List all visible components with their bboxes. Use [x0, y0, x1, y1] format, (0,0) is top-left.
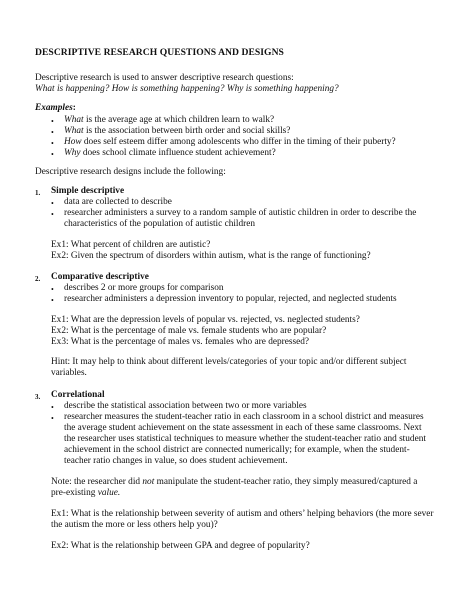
- section-bullet: data are collected to describe: [64, 197, 172, 207]
- section-bullet-continuation: the average student achievement on the state assessment in each of these same classrooms. Next: [64, 423, 422, 433]
- designs-intro: Descriptive research designs include the following:: [35, 167, 226, 177]
- bullet-icon: •: [51, 296, 54, 305]
- section-heading: Comparative descriptive: [51, 272, 149, 282]
- example-question: Ex1: What is the relationship between severity of autism and others’ helping behaviors (the more sever: [51, 509, 434, 519]
- section-bullet: researcher administers a survey to a random sample of autistic children in order to describe the: [64, 208, 417, 218]
- intro-line: Descriptive research is used to answer descriptive research questions:: [35, 73, 294, 83]
- section-heading: Correlational: [51, 390, 105, 400]
- note-text-continuation: pre-existing value.: [51, 488, 121, 498]
- example-question-continuation: the autism the more or less others help you)?: [51, 520, 218, 530]
- bullet-icon: •: [51, 117, 54, 126]
- document-title: DESCRIPTIVE RESEARCH QUESTIONS AND DESIGNS: [35, 47, 284, 58]
- section-bullet: describes 2 or more groups for comparison: [64, 283, 224, 293]
- intro-questions: What is happening? How is something happening? Why is something happening?: [35, 84, 339, 94]
- example-question: Ex2: Given the spectrum of disorders within autism, what is the range of functioning?: [51, 251, 371, 261]
- example-item: What is the association between birth order and social skills?: [64, 126, 291, 136]
- section-bullet: researcher administers a depression inventory to popular, rejected, and neglected students: [64, 294, 397, 304]
- section-number: 3.: [35, 393, 41, 401]
- example-item: Why does school climate influence student achievement?: [64, 148, 276, 158]
- bullet-icon: •: [51, 128, 54, 137]
- bullet-icon: •: [51, 403, 54, 412]
- example-item: What is the average age at which children learn to walk?: [64, 115, 275, 125]
- note-text: Note: the researcher did not manipulate the student-teacher ratio, they simply measured/captured a: [51, 477, 418, 487]
- section-number: 2.: [35, 275, 41, 283]
- example-question: Ex1: What percent of children are autistic?: [51, 240, 211, 250]
- hint-text: Hint: It may help to think about different levels/categories of your topic and/or different subject: [51, 357, 407, 367]
- example-question: Ex2: What is the percentage of male vs. female students who are popular?: [51, 326, 327, 336]
- bullet-icon: •: [51, 414, 54, 423]
- example-item: How does self esteem differ among adolescents who differ in the timing of their puberty?: [64, 137, 396, 147]
- section-bullet-continuation: the researcher uses statistical techniques to measure whether the student-teacher ratio and student: [64, 434, 426, 444]
- section-bullet: describe the statistical association between two or more variables: [64, 401, 307, 411]
- section-bullet-continuation: achievement in the school district are connected numerically; for example, when the student-: [64, 445, 410, 455]
- example-question: Ex1: What are the depression levels of popular vs. rejected, vs. neglected students?: [51, 315, 360, 325]
- examples-heading: Examples:: [35, 103, 76, 113]
- bullet-icon: •: [51, 210, 54, 219]
- section-bullet: researcher measures the student-teacher ratio in each classroom in a school district and measures: [64, 412, 424, 422]
- bullet-icon: •: [51, 199, 54, 208]
- bullet-icon: •: [51, 285, 54, 294]
- section-heading: Simple descriptive: [51, 186, 125, 196]
- bullet-icon: •: [51, 139, 54, 148]
- bullet-icon: •: [51, 150, 54, 159]
- section-number: 1.: [35, 189, 41, 197]
- example-question: Ex2: What is the relationship between GPA and degree of popularity?: [51, 541, 310, 551]
- hint-text-continuation: variables.: [51, 368, 87, 378]
- section-bullet-continuation: characteristics of the population of autistic children: [64, 219, 256, 229]
- section-bullet-continuation: teacher ratio changes in value, so does student achievement.: [64, 456, 288, 466]
- example-question: Ex3: What is the percentage of males vs. females who are depressed?: [51, 337, 309, 347]
